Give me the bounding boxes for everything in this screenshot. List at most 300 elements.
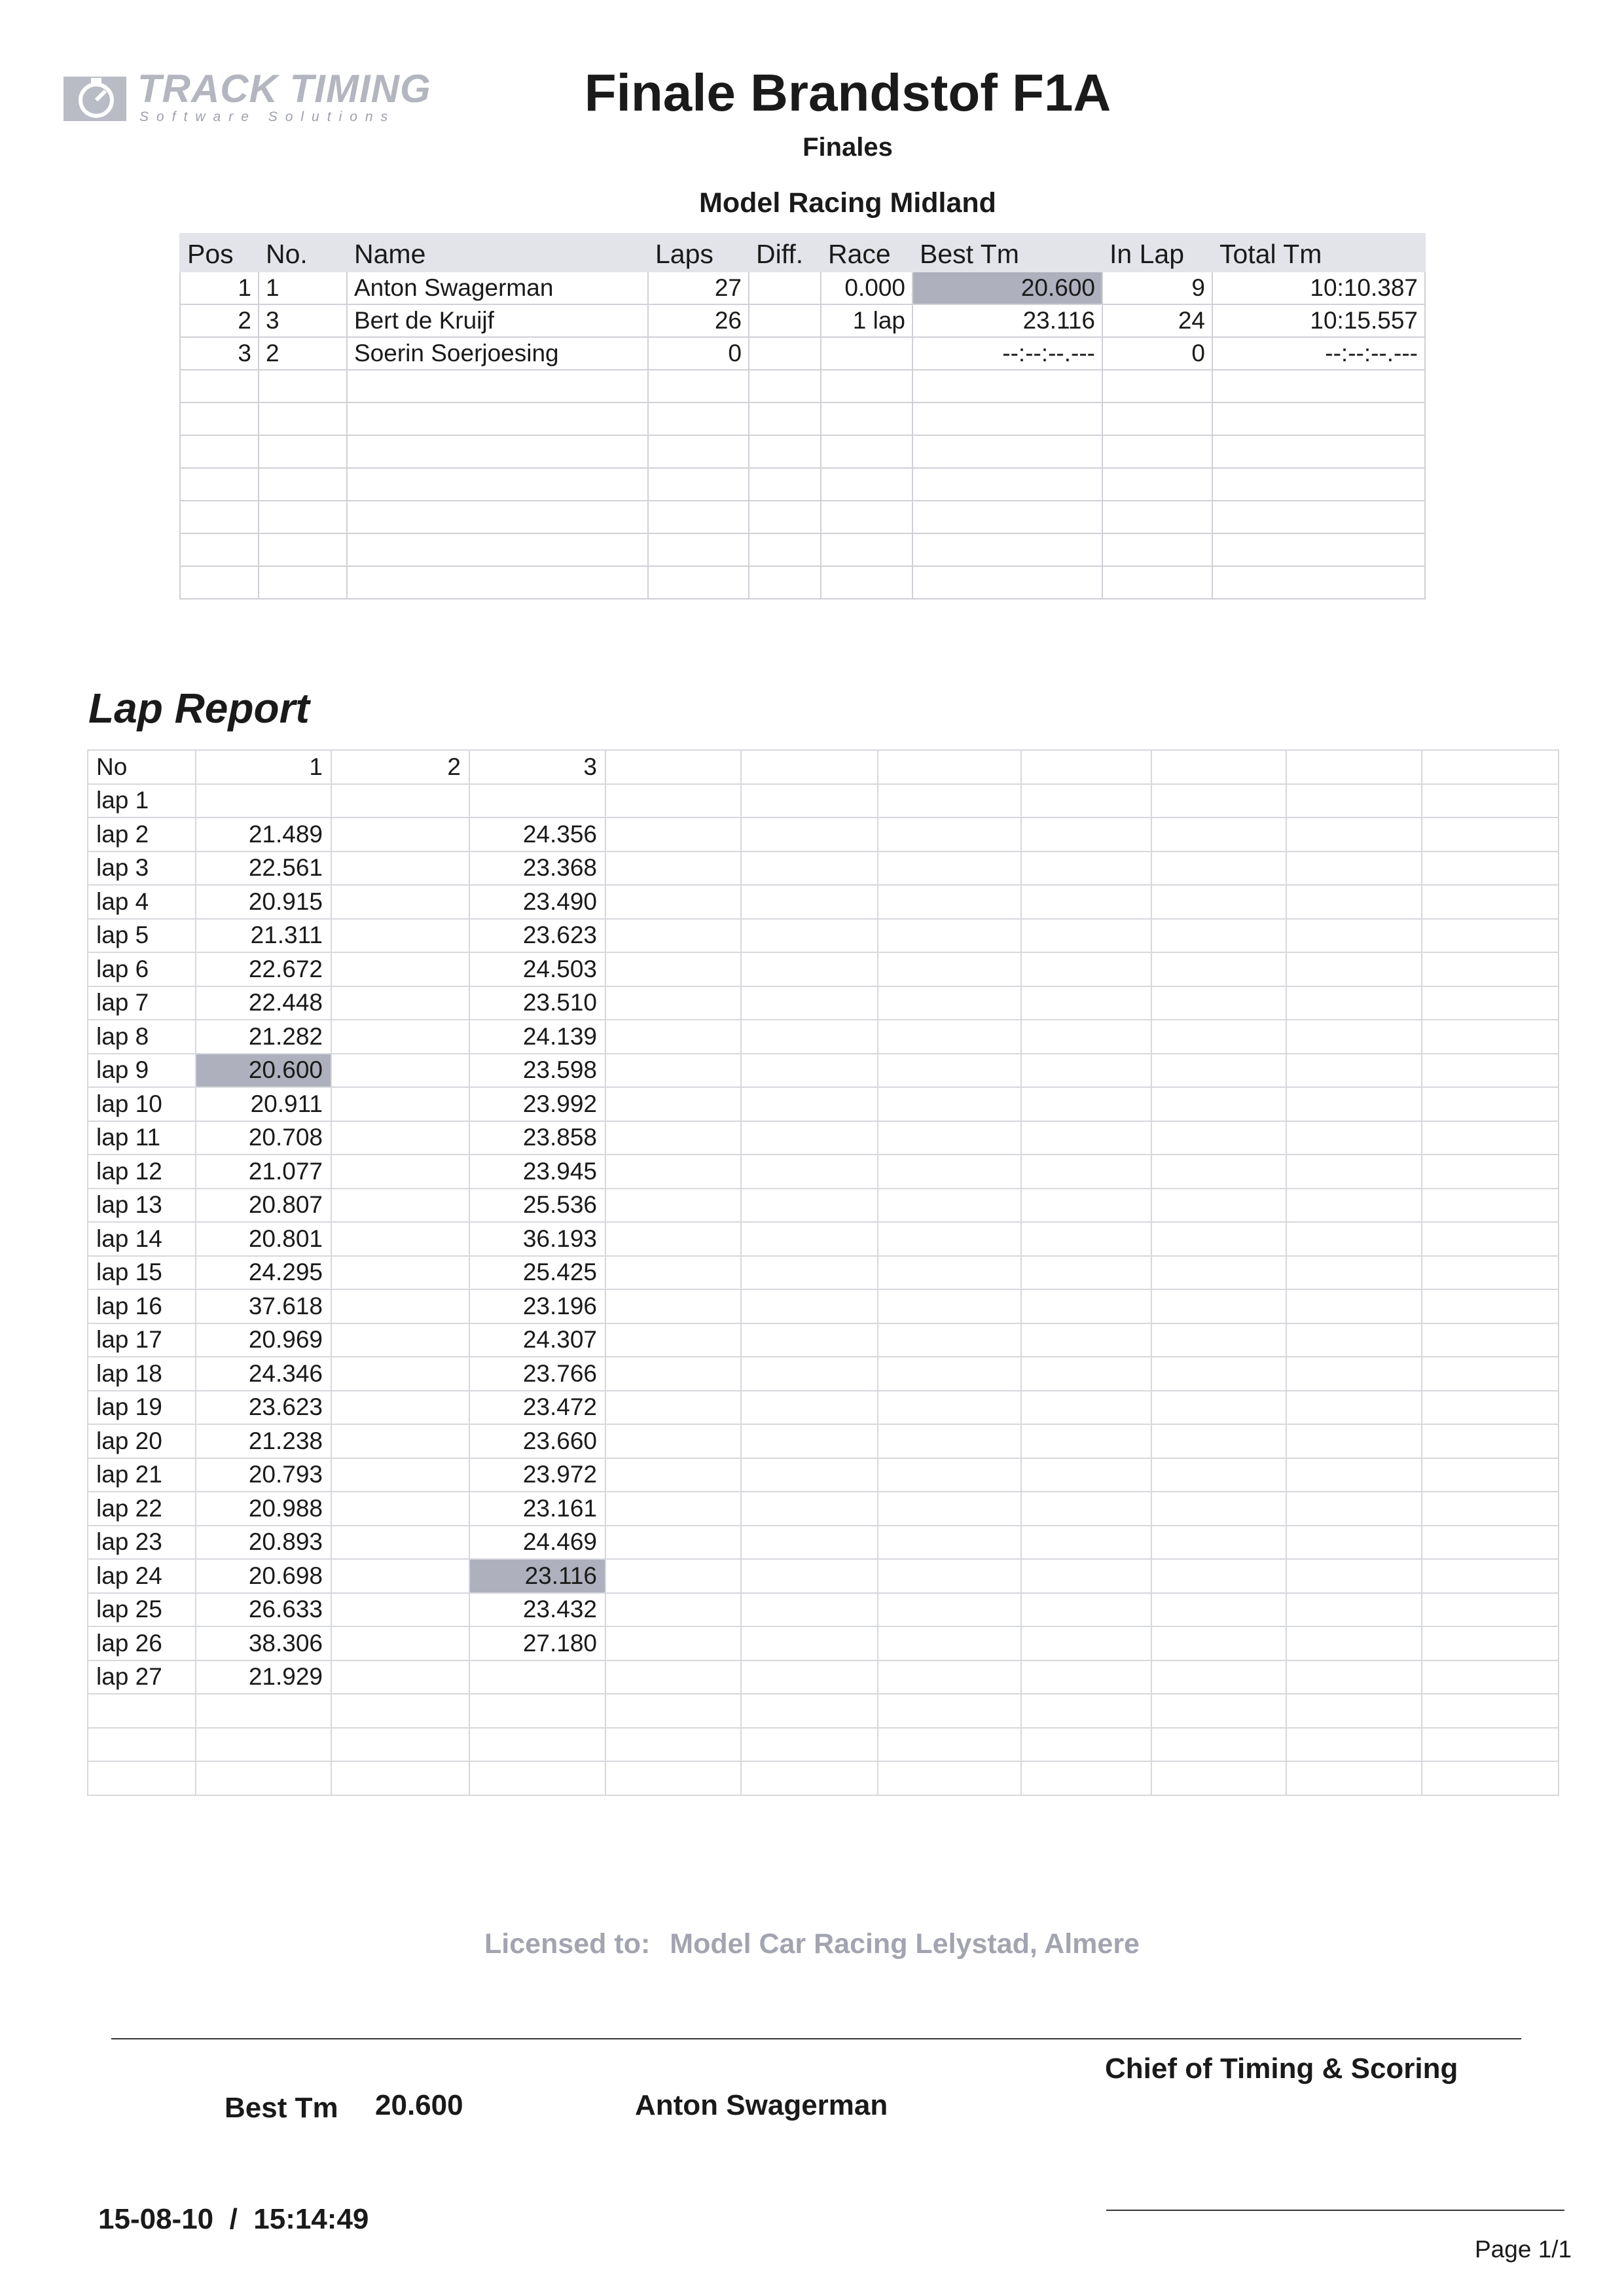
lap-empty-cell	[1422, 1626, 1559, 1660]
lap-empty-cell	[331, 1694, 469, 1728]
lap-time-cell: 20.600	[196, 1054, 331, 1088]
lap-time-cell	[331, 852, 469, 886]
results-cell-laps: 27	[648, 272, 749, 304]
lap-empty-cell	[1422, 1424, 1559, 1458]
lap-empty-cell	[1422, 1020, 1559, 1054]
lap-empty-row	[88, 1694, 1559, 1728]
results-cell-pos: 2	[180, 304, 259, 337]
lap-empty-cell	[1286, 1626, 1422, 1660]
lap-header-row	[88, 750, 1559, 784]
lap-empty-cell	[1151, 1289, 1286, 1323]
results-empty-cell	[749, 468, 821, 501]
lap-time-cell: 24.295	[196, 1256, 331, 1290]
lap-empty-cell	[1422, 750, 1559, 784]
lap-time-cell	[331, 784, 469, 818]
lap-empty-cell	[1422, 952, 1559, 986]
results-empty-cell	[648, 566, 749, 599]
lap-empty-cell	[741, 1222, 878, 1256]
lap-empty-cell	[1021, 1222, 1151, 1256]
lap-time-cell: 23.161	[469, 1492, 605, 1526]
lap-empty-cell	[1422, 1289, 1559, 1323]
lap-empty-cell	[1286, 1121, 1422, 1155]
results-empty-cell	[912, 403, 1102, 435]
results-cell-best: 20.600	[912, 272, 1102, 304]
lap-empty-cell	[741, 1526, 878, 1560]
lap-time-cell: 23.116	[469, 1559, 605, 1593]
lap-empty-cell	[1286, 1289, 1422, 1323]
lap-empty-cell	[1422, 1323, 1559, 1357]
lap-column-header: 3	[469, 750, 605, 784]
lap-time-cell: 36.193	[469, 1222, 605, 1256]
results-column-header: Diff.	[749, 234, 821, 272]
lap-empty-cell	[878, 1054, 1021, 1088]
lap-empty-cell	[1151, 986, 1286, 1020]
lap-label: lap 26	[88, 1626, 196, 1660]
lap-empty-cell	[1021, 1626, 1151, 1660]
lap-time-cell	[331, 1626, 469, 1660]
lap-time-cell: 23.472	[469, 1391, 605, 1425]
lap-empty-cell	[878, 1458, 1021, 1492]
lap-empty-cell	[878, 1526, 1021, 1560]
lap-empty-cell	[741, 885, 878, 919]
lap-empty-cell	[605, 1222, 741, 1256]
results-empty-cell	[347, 403, 648, 435]
results-empty-cell	[1212, 403, 1425, 435]
lap-time-cell	[331, 1121, 469, 1155]
lap-empty-cell	[1422, 1189, 1559, 1223]
lap-empty-cell	[878, 1087, 1021, 1121]
lap-label: lap 1	[88, 784, 196, 818]
lap-empty-cell	[1422, 885, 1559, 919]
results-empty-cell	[259, 566, 347, 599]
lap-empty-cell	[1286, 885, 1422, 919]
lap-empty-cell	[88, 1728, 196, 1762]
lap-time-cell: 23.992	[469, 1087, 605, 1121]
page-subtitle: Finales	[803, 133, 893, 162]
lap-time-cell	[331, 1020, 469, 1054]
lap-empty-cell	[1422, 1458, 1559, 1492]
results-empty-cell	[912, 435, 1102, 468]
lap-label: lap 18	[88, 1357, 196, 1391]
lap-empty-cell	[605, 1155, 741, 1189]
lap-time-cell: 26.633	[196, 1593, 331, 1627]
results-empty-cell	[259, 403, 347, 435]
lap-time-cell	[331, 1155, 469, 1189]
results-cell-race	[821, 337, 912, 370]
lap-empty-cell	[1422, 852, 1559, 886]
lap-time-cell	[331, 1492, 469, 1526]
lap-empty-cell	[741, 1593, 878, 1627]
lap-empty-cell	[605, 1087, 741, 1121]
lap-empty-cell	[1021, 1357, 1151, 1391]
lap-empty-cell	[741, 1492, 878, 1526]
lap-empty-cell	[1286, 1189, 1422, 1223]
lap-label: lap 8	[88, 1020, 196, 1054]
results-empty-cell	[1212, 533, 1425, 566]
results-column-header: Race	[821, 234, 912, 272]
lap-empty-cell	[1021, 1761, 1151, 1795]
lap-row	[88, 952, 1559, 986]
results-empty-cell	[1212, 501, 1425, 533]
lap-row	[88, 1256, 1559, 1290]
lap-time-cell: 21.489	[196, 817, 331, 852]
results-empty-cell	[749, 501, 821, 533]
results-empty-row	[180, 435, 1425, 468]
lap-empty-cell	[1422, 1728, 1559, 1762]
lap-time-cell	[331, 1458, 469, 1492]
lap-empty-cell	[1286, 1492, 1422, 1526]
lap-empty-cell	[741, 750, 878, 784]
lap-label: lap 24	[88, 1559, 196, 1593]
lap-empty-cell	[1021, 1694, 1151, 1728]
lap-empty-cell	[741, 1357, 878, 1391]
chief-of-timing-label: Chief of Timing & Scoring	[1105, 2053, 1458, 2085]
lap-empty-cell	[1021, 1559, 1151, 1593]
lap-empty-cell	[1151, 1526, 1286, 1560]
lap-empty-cell	[605, 1391, 741, 1425]
results-row	[180, 337, 1425, 370]
lap-empty-cell	[1021, 1256, 1151, 1290]
lap-empty-cell	[1286, 1559, 1422, 1593]
results-column-header: Laps	[648, 234, 749, 272]
lap-row	[88, 919, 1559, 953]
lap-time-cell	[331, 817, 469, 852]
lap-empty-cell	[878, 1660, 1021, 1695]
lap-time-cell	[331, 1559, 469, 1593]
lap-empty-cell	[605, 750, 741, 784]
lap-empty-cell	[605, 885, 741, 919]
results-column-header: Best Tm	[912, 234, 1102, 272]
lap-empty-cell	[1286, 1728, 1422, 1762]
lap-empty-cell	[196, 1728, 331, 1762]
results-empty-cell	[648, 533, 749, 566]
logo-tagline: Software Solutions	[139, 109, 396, 124]
lap-empty-cell	[1286, 1256, 1422, 1290]
lap-empty-cell	[741, 1424, 878, 1458]
results-column-header: Pos	[180, 234, 259, 272]
lap-empty-cell	[1286, 1020, 1422, 1054]
results-empty-cell	[821, 370, 912, 403]
results-empty-cell	[259, 435, 347, 468]
results-empty-cell	[1102, 435, 1212, 468]
lap-row	[88, 986, 1559, 1020]
lap-row	[88, 1357, 1559, 1391]
lap-time-cell: 24.356	[469, 817, 605, 852]
lap-time-cell: 20.807	[196, 1189, 331, 1223]
lap-time-cell: 37.618	[196, 1289, 331, 1323]
lap-empty-cell	[878, 1256, 1021, 1290]
lap-empty-cell	[1422, 1391, 1559, 1425]
lap-empty-cell	[741, 817, 878, 852]
lap-time-cell	[331, 919, 469, 953]
results-empty-cell	[1102, 468, 1212, 501]
results-column-header: Name	[347, 234, 648, 272]
lap-empty-cell	[1286, 817, 1422, 852]
lap-time-cell	[331, 1593, 469, 1627]
lap-empty-cell	[878, 1559, 1021, 1593]
results-empty-cell	[1102, 370, 1212, 403]
lap-time-cell: 23.945	[469, 1155, 605, 1189]
best-time-driver: Anton Swagerman	[635, 2089, 888, 2121]
lap-row	[88, 1458, 1559, 1492]
lap-row	[88, 1289, 1559, 1323]
results-empty-cell	[821, 501, 912, 533]
lap-empty-cell	[1286, 1761, 1422, 1795]
results-empty-cell	[648, 403, 749, 435]
lap-time-cell	[331, 1357, 469, 1391]
results-empty-row	[180, 533, 1425, 566]
results-empty-cell	[821, 533, 912, 566]
lap-time-cell: 22.672	[196, 952, 331, 986]
results-table	[179, 233, 1426, 600]
results-empty-cell	[648, 435, 749, 468]
lap-empty-cell	[878, 750, 1021, 784]
lap-empty-cell	[605, 1728, 741, 1762]
lap-empty-cell	[878, 852, 1021, 886]
lap-time-cell: 21.929	[196, 1660, 331, 1695]
lap-empty-cell	[741, 1761, 878, 1795]
lap-label: lap 6	[88, 952, 196, 986]
lap-empty-cell	[1151, 1694, 1286, 1728]
lap-empty-cell	[1286, 852, 1422, 886]
lap-empty-cell	[1021, 817, 1151, 852]
lap-empty-cell	[878, 1155, 1021, 1189]
lap-row	[88, 1391, 1559, 1425]
lap-empty-cell	[88, 1761, 196, 1795]
lap-empty-cell	[1021, 1289, 1151, 1323]
lap-empty-cell	[1021, 1087, 1151, 1121]
results-empty-cell	[821, 435, 912, 468]
results-empty-cell	[347, 501, 648, 533]
lap-empty-cell	[1151, 1458, 1286, 1492]
results-empty-cell	[1102, 533, 1212, 566]
lap-empty-cell	[605, 1189, 741, 1223]
lap-empty-cell	[605, 1289, 741, 1323]
lap-empty-cell	[878, 1424, 1021, 1458]
lap-time-cell	[331, 1222, 469, 1256]
lap-empty-cell	[878, 1323, 1021, 1357]
results-empty-cell	[180, 403, 259, 435]
results-empty-cell	[749, 533, 821, 566]
lap-empty-cell	[1151, 1593, 1286, 1627]
results-empty-cell	[259, 468, 347, 501]
lap-empty-cell	[605, 1121, 741, 1155]
lap-empty-cell	[605, 1492, 741, 1526]
results-empty-cell	[180, 501, 259, 533]
lap-time-cell: 23.432	[469, 1593, 605, 1627]
results-cell-laps: 0	[648, 337, 749, 370]
lap-label: lap 19	[88, 1391, 196, 1425]
results-empty-row	[180, 403, 1425, 435]
lap-empty-cell	[605, 1424, 741, 1458]
lap-empty-cell	[741, 1660, 878, 1695]
lap-time-cell	[196, 784, 331, 818]
lap-empty-cell	[1422, 1492, 1559, 1526]
lap-report-title: Lap Report	[88, 685, 310, 732]
lap-label: lap 22	[88, 1492, 196, 1526]
lap-empty-cell	[1422, 1121, 1559, 1155]
lap-time-cell	[469, 784, 605, 818]
lap-empty-cell	[1286, 919, 1422, 953]
results-empty-cell	[648, 370, 749, 403]
results-cell-name: Bert de Kruijf	[347, 304, 648, 337]
lap-empty-cell	[1422, 1660, 1559, 1695]
lap-empty-cell	[88, 1694, 196, 1728]
lap-empty-cell	[1286, 1054, 1422, 1088]
lap-empty-cell	[605, 1054, 741, 1088]
lap-empty-cell	[1021, 1020, 1151, 1054]
lap-empty-cell	[878, 1694, 1021, 1728]
lap-empty-cell	[469, 1728, 605, 1762]
lap-label: lap 11	[88, 1121, 196, 1155]
lap-empty-cell	[878, 1593, 1021, 1627]
lap-empty-cell	[1422, 1526, 1559, 1560]
lap-empty-cell	[741, 1256, 878, 1290]
lap-empty-cell	[1151, 1391, 1286, 1425]
lap-empty-cell	[1021, 1391, 1151, 1425]
lap-empty-cell	[1021, 750, 1151, 784]
signature-line	[1106, 2210, 1564, 2211]
lap-empty-cell	[1021, 885, 1151, 919]
lap-time-cell: 20.801	[196, 1222, 331, 1256]
lap-empty-cell	[741, 986, 878, 1020]
license-holder: Model Car Racing Lelystad, Almere	[670, 1928, 1140, 1960]
lap-row	[88, 817, 1559, 852]
results-cell-total: --:--:--.---	[1212, 337, 1425, 370]
lap-empty-cell	[1021, 1660, 1151, 1695]
lap-time-cell: 20.698	[196, 1559, 331, 1593]
lap-empty-cell	[605, 986, 741, 1020]
results-empty-cell	[912, 501, 1102, 533]
lap-empty-cell	[1151, 784, 1286, 818]
lap-empty-cell	[878, 784, 1021, 818]
lap-empty-cell	[878, 1391, 1021, 1425]
lap-time-cell	[331, 1189, 469, 1223]
lap-time-cell: 23.368	[469, 852, 605, 886]
lap-time-cell: 21.282	[196, 1020, 331, 1054]
lap-time-cell	[331, 1424, 469, 1458]
lap-time-cell: 23.660	[469, 1424, 605, 1458]
lap-label: lap 4	[88, 885, 196, 919]
lap-empty-cell	[1021, 1728, 1151, 1762]
lap-time-cell: 38.306	[196, 1626, 331, 1660]
lap-empty-cell	[605, 1020, 741, 1054]
lap-time-cell: 20.988	[196, 1492, 331, 1526]
lap-empty-cell	[741, 1020, 878, 1054]
lap-row	[88, 1189, 1559, 1223]
lap-empty-cell	[1151, 885, 1286, 919]
lap-empty-cell	[469, 1761, 605, 1795]
results-empty-cell	[259, 370, 347, 403]
results-cell-race: 1 lap	[821, 304, 912, 337]
lap-time-cell	[331, 1054, 469, 1088]
lap-empty-cell	[741, 919, 878, 953]
lap-empty-cell	[1151, 750, 1286, 784]
lap-row	[88, 885, 1559, 919]
lap-row	[88, 1020, 1559, 1054]
lap-empty-cell	[741, 1391, 878, 1425]
results-empty-cell	[1212, 370, 1425, 403]
results-cell-no: 3	[259, 304, 347, 337]
lap-row	[88, 1222, 1559, 1256]
page-number: Page 1/1	[1475, 2236, 1572, 2263]
lap-empty-cell	[1151, 852, 1286, 886]
lap-time-cell: 22.561	[196, 852, 331, 886]
lap-time-cell: 24.139	[469, 1020, 605, 1054]
lap-empty-cell	[605, 1593, 741, 1627]
results-column-header: Total Tm	[1212, 234, 1425, 272]
lap-empty-cell	[878, 986, 1021, 1020]
lap-empty-cell	[605, 784, 741, 818]
results-empty-cell	[648, 468, 749, 501]
results-cell-total: 10:15.557	[1212, 304, 1425, 337]
lap-time-cell: 23.623	[196, 1391, 331, 1425]
results-cell-race: 0.000	[821, 272, 912, 304]
lap-empty-cell	[196, 1694, 331, 1728]
lap-empty-cell	[1286, 952, 1422, 986]
lap-empty-cell	[1021, 919, 1151, 953]
lap-column-header: No	[88, 750, 196, 784]
lap-time-cell: 21.077	[196, 1155, 331, 1189]
lap-row	[88, 1087, 1559, 1121]
lap-empty-cell	[1422, 1256, 1559, 1290]
lap-time-cell	[331, 885, 469, 919]
results-row	[180, 304, 1425, 337]
lap-empty-cell	[605, 1458, 741, 1492]
results-cell-diff	[749, 304, 821, 337]
lap-time-cell	[331, 986, 469, 1020]
lap-empty-cell	[605, 1323, 741, 1357]
lap-empty-cell	[1422, 1559, 1559, 1593]
results-header-row	[180, 234, 1425, 272]
lap-empty-cell	[605, 952, 741, 986]
lap-empty-cell	[1151, 1728, 1286, 1762]
results-row	[180, 272, 1425, 304]
lap-empty-cell	[1151, 1087, 1286, 1121]
lap-empty-cell	[1021, 784, 1151, 818]
results-empty-cell	[912, 533, 1102, 566]
results-cell-diff	[749, 272, 821, 304]
lap-label: lap 9	[88, 1054, 196, 1088]
lap-time-cell: 20.793	[196, 1458, 331, 1492]
lap-empty-cell	[1151, 1492, 1286, 1526]
lap-empty-cell	[878, 952, 1021, 986]
lap-empty-cell	[741, 1694, 878, 1728]
lap-time-cell: 23.766	[469, 1357, 605, 1391]
results-empty-cell	[648, 501, 749, 533]
lap-time-cell	[331, 1391, 469, 1425]
results-cell-best: 23.116	[912, 304, 1102, 337]
lap-empty-cell	[878, 1357, 1021, 1391]
lap-time-cell: 24.346	[196, 1357, 331, 1391]
club-name: Model Racing Midland	[699, 187, 996, 219]
lap-empty-cell	[1021, 1593, 1151, 1627]
lap-empty-cell	[1151, 1626, 1286, 1660]
lap-row	[88, 1660, 1559, 1695]
lap-row	[88, 1121, 1559, 1155]
results-empty-cell	[180, 435, 259, 468]
lap-empty-cell	[605, 852, 741, 886]
lap-empty-cell	[878, 1289, 1021, 1323]
lap-row	[88, 1626, 1559, 1660]
results-empty-cell	[1212, 566, 1425, 599]
lap-empty-cell	[741, 1189, 878, 1223]
lap-empty-cell	[1151, 1424, 1286, 1458]
lap-empty-cell	[741, 1054, 878, 1088]
lap-column-header: 2	[331, 750, 469, 784]
lap-empty-cell	[1286, 1391, 1422, 1425]
lap-row	[88, 1492, 1559, 1526]
